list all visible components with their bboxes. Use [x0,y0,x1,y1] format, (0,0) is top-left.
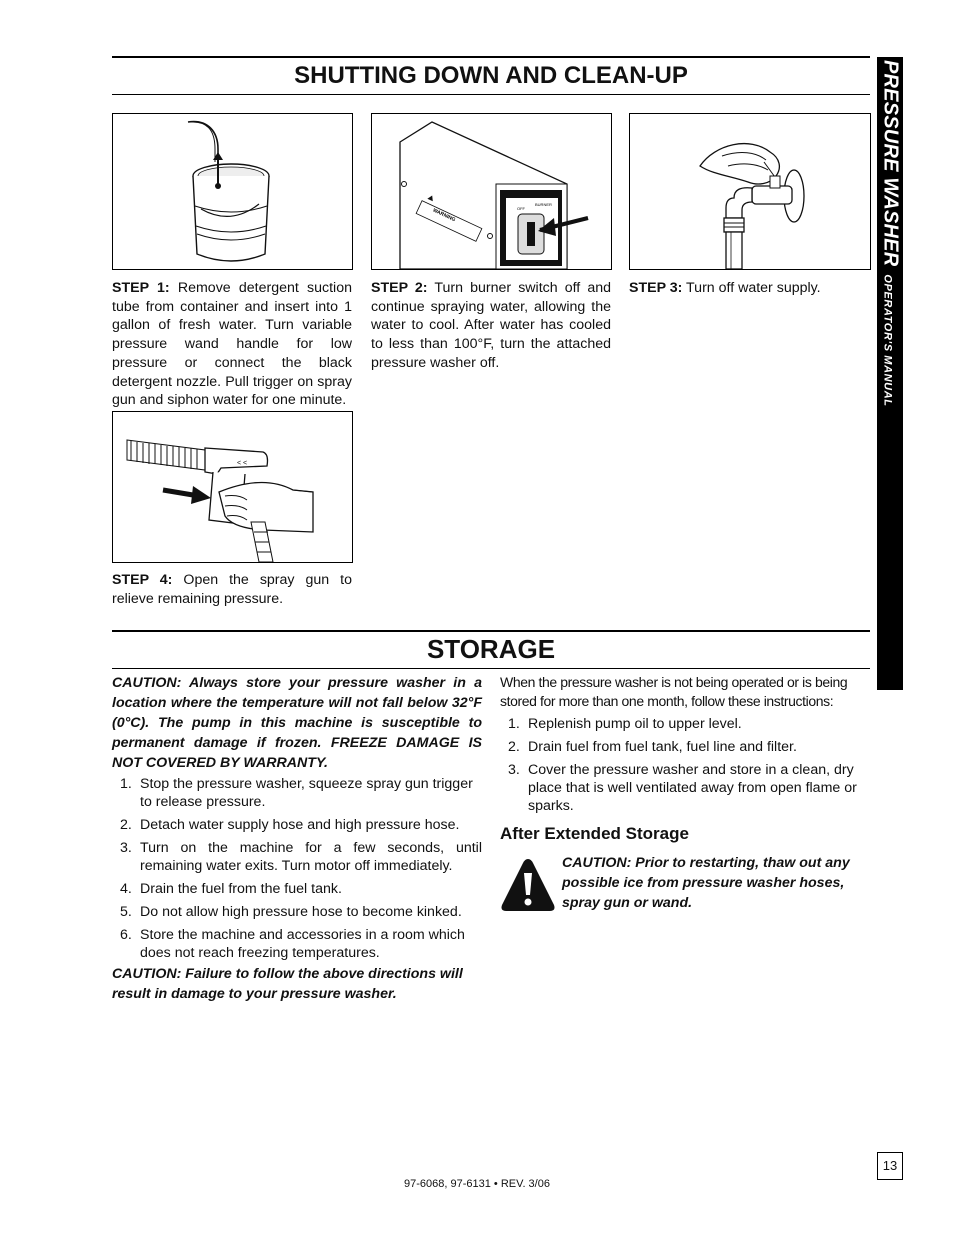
list-item: 5. Do not allow high pressure hose to become kinked. [120,904,462,920]
list-item: 6. Store the machine and accessories in a room which does not reach freezing temperatures. [120,927,465,961]
figure-spray-gun [112,411,353,563]
step-4-label: STEP 4: [112,572,173,588]
switch-label-burner: BURNER [535,202,552,207]
figure-burner-switch [371,113,612,270]
doc-reference: 97-6068, 97-6131 • REV. 3/06 [404,1178,550,1190]
warning-label: WARNING [431,207,457,224]
step-4-text [112,571,352,608]
warning-triangle-icon [500,857,556,913]
section-title-underline [112,94,870,95]
storage-caution-top: CAUTION: Always store your pressure washer in a location where the temperature will not fall below 32°F (0°C). The pump in this machine is susceptible to permanent damage if frozen. FREEZE DAMAGE IS NOT COVERED BY WARRANTY. [112,675,482,771]
sidebar-title: PRESSURE WASHER [879,60,902,267]
list-item: 2. Drain fuel from fuel tank, fuel line and filter. [508,739,797,755]
step-1-text [112,279,352,410]
list-item: 2. Detach water supply hose and high pressure hose. [120,817,460,833]
list-item: 3. Turn on the machine for a few seconds, until remaining water exits. Turn motor off immediately. [120,840,482,874]
step-2-body: Turn burner switch off and continue spraying water, allowing the water to cool. After water has cooled to less than 100°F, turn the attached pressure washer off. [371,280,612,371]
sidebar-label [879,60,902,407]
svg-text:< <: < < [237,460,248,467]
list-item: 3. Cover the pressure washer and store in a clean, dry place that is well ventilated away from open flame or sparks. [508,762,857,814]
step-3-label: STEP 3: [629,280,683,296]
list-item: 1. Replenish pump oil to upper level. [508,716,742,732]
page-number: 13 [877,1152,903,1180]
list-item: 4. Drain the fuel from the fuel tank. [120,881,342,897]
storage-right-intro: When the pressure washer is not being operated or is being stored for more than one month, follow these instructions: [500,674,848,709]
step-1-label: STEP 1: [112,280,170,296]
after-storage-caution: CAUTION: Prior to restarting, thaw out any possible ice from pressure washer hoses, spray gun or wand. [562,855,850,911]
switch-label-off: OFF [517,206,525,211]
figure-faucet [629,113,871,270]
sidebar-subtitle: OPERATOR'S MANUAL [881,274,894,407]
step-3-text [629,279,869,298]
step-3-body: Turn off water supply. [686,280,821,296]
after-storage-heading: After Extended Storage [500,824,689,843]
step-4-body: Open the spray gun to relieve remaining pressure. [112,572,352,607]
storage-title-underline [112,668,870,669]
step-2-text [371,279,611,373]
list-item: 1. Stop the pressure washer, squeeze spray gun trigger to release pressure. [120,776,473,810]
section-title-shutdown: SHUTTING DOWN AND CLEAN-UP [294,62,688,89]
storage-caution-bottom: CAUTION: Failure to follow the above directions will result in damage to your pressure washer. [112,966,463,1002]
storage-left-list [112,775,482,967]
step-2-label: STEP 2: [371,280,428,296]
storage-right-list [500,715,870,820]
step-1-body: Remove detergent suction tube from container and insert into 1 gallon of fresh water. Turn variable pressure wand handle for low pressure or connect the black detergent nozzle. Pull trigger on spray gun and siphon water for one minute. [112,280,352,409]
figure-bucket [112,113,353,270]
top-rule [112,56,870,58]
section-title-storage: STORAGE [426,634,556,664]
storage-top-rule [112,630,870,632]
